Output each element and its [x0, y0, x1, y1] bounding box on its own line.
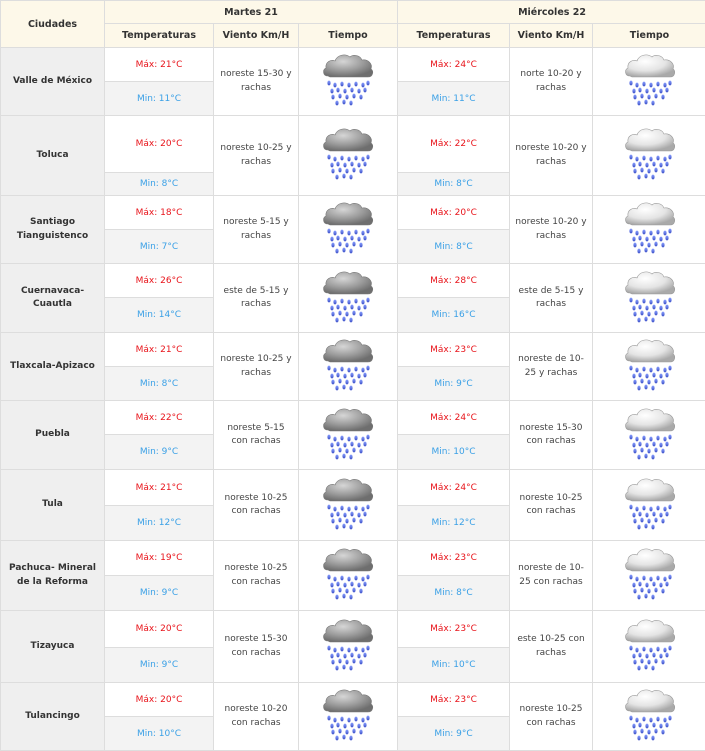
header-day-1: Martes 21 — [105, 1, 398, 24]
wind-day-1: noreste 10-25 con rachas — [214, 470, 299, 541]
max-temp-day-2: Máx: 23°C — [398, 541, 510, 576]
rain-dark-cloud-icon — [320, 200, 376, 256]
max-temp-day-1: Máx: 18°C — [105, 196, 214, 230]
header-weather-day-1: Tiempo — [299, 24, 398, 48]
max-temp-day-1: Máx: 26°C — [105, 264, 214, 298]
rain-dark-cloud-icon — [320, 126, 376, 182]
weather-day-2 — [593, 196, 705, 264]
max-temp-day-2: Máx: 24°C — [398, 470, 510, 506]
header-temps-day-1: Temperaturas — [105, 24, 214, 48]
max-temp-day-1: Máx: 20°C — [105, 611, 214, 648]
table-row — [1, 401, 705, 435]
rain-light-cloud-icon — [622, 126, 678, 182]
max-temp-day-1: Máx: 19°C — [105, 541, 214, 576]
rain-light-cloud-icon — [622, 200, 678, 256]
table-row — [1, 48, 705, 82]
city-name: Toluca — [1, 116, 105, 196]
header-temps-day-2: Temperaturas — [398, 24, 510, 48]
rain-light-cloud-icon — [622, 546, 678, 602]
city-name: Pachuca- Mineral de la Reforma — [1, 541, 105, 611]
city-name: Valle de México — [1, 48, 105, 116]
table-row — [1, 196, 705, 230]
city-name: Cuernavaca-Cuautla — [1, 264, 105, 333]
weather-day-1 — [299, 196, 398, 264]
rain-dark-cloud-icon — [320, 687, 376, 743]
min-temp-day-1: Min: 9°C — [105, 435, 214, 470]
min-temp-day-2: Min: 11°C — [398, 82, 510, 116]
max-temp-day-2: Máx: 23°C — [398, 333, 510, 367]
max-temp-day-2: Máx: 23°C — [398, 683, 510, 717]
min-temp-day-1: Min: 9°C — [105, 576, 214, 611]
wind-day-1: noreste 10-20 con rachas — [214, 683, 299, 751]
rain-dark-cloud-icon — [320, 546, 376, 602]
weather-day-2 — [593, 116, 705, 196]
wind-day-2: noreste 10-25 con rachas — [510, 470, 593, 541]
wind-day-1: noreste 5-15 con rachas — [214, 401, 299, 470]
max-temp-day-2: Máx: 28°C — [398, 264, 510, 298]
city-name: Tulancingo — [1, 683, 105, 751]
weather-day-1 — [299, 116, 398, 196]
wind-day-2: noreste 10-20 y rachas — [510, 116, 593, 196]
weather-day-2 — [593, 401, 705, 470]
weather-day-1 — [299, 541, 398, 611]
max-temp-day-2: Máx: 24°C — [398, 401, 510, 435]
weather-day-1 — [299, 470, 398, 541]
min-temp-day-1: Min: 8°C — [105, 173, 214, 196]
max-temp-day-1: Máx: 20°C — [105, 116, 214, 173]
min-temp-day-2: Min: 10°C — [398, 435, 510, 470]
max-temp-day-1: Máx: 22°C — [105, 401, 214, 435]
city-name: Puebla — [1, 401, 105, 470]
min-temp-day-1: Min: 11°C — [105, 82, 214, 116]
wind-day-1: noreste 15-30 y rachas — [214, 48, 299, 116]
wind-day-1: noreste 10-25 con rachas — [214, 541, 299, 611]
wind-day-1: noreste 5-15 y rachas — [214, 196, 299, 264]
min-temp-day-2: Min: 9°C — [398, 717, 510, 751]
max-temp-day-1: Máx: 21°C — [105, 333, 214, 367]
rain-light-cloud-icon — [622, 687, 678, 743]
rain-light-cloud-icon — [622, 52, 678, 108]
max-temp-day-2: Máx: 24°C — [398, 48, 510, 82]
weather-day-1 — [299, 401, 398, 470]
weather-day-1 — [299, 683, 398, 751]
table-row — [1, 470, 705, 506]
wind-day-2: norte 10-20 y rachas — [510, 48, 593, 116]
wind-day-2: noreste 10-20 y rachas — [510, 196, 593, 264]
rain-dark-cloud-icon — [320, 52, 376, 108]
wind-day-2: noreste de 10-25 con rachas — [510, 541, 593, 611]
header-wind-day-2: Viento Km/H — [510, 24, 593, 48]
max-temp-day-1: Máx: 21°C — [105, 48, 214, 82]
city-name: Santiago Tianguistenco — [1, 196, 105, 264]
table-row — [1, 264, 705, 298]
rain-dark-cloud-icon — [320, 617, 376, 673]
weather-day-2 — [593, 611, 705, 683]
min-temp-day-1: Min: 7°C — [105, 230, 214, 264]
min-temp-day-1: Min: 10°C — [105, 717, 214, 751]
min-temp-day-1: Min: 14°C — [105, 298, 214, 333]
weather-day-2 — [593, 48, 705, 116]
weather-day-2 — [593, 333, 705, 401]
weather-day-1 — [299, 48, 398, 116]
min-temp-day-1: Min: 8°C — [105, 367, 214, 401]
rain-dark-cloud-icon — [320, 269, 376, 325]
table-row — [1, 541, 705, 576]
wind-day-1: este de 5-15 y rachas — [214, 264, 299, 333]
weather-day-1 — [299, 611, 398, 683]
wind-day-2: este 10-25 con rachas — [510, 611, 593, 683]
max-temp-day-2: Máx: 22°C — [398, 116, 510, 173]
max-temp-day-2: Máx: 23°C — [398, 611, 510, 648]
rain-dark-cloud-icon — [320, 476, 376, 532]
wind-day-2: noreste de 10-25 y rachas — [510, 333, 593, 401]
wind-day-1: noreste 15-30 con rachas — [214, 611, 299, 683]
weather-day-1 — [299, 333, 398, 401]
min-temp-day-2: Min: 10°C — [398, 648, 510, 683]
header-cities: Ciudades — [1, 1, 105, 48]
min-temp-day-2: Min: 8°C — [398, 230, 510, 264]
max-temp-day-1: Máx: 21°C — [105, 470, 214, 506]
header-wind-day-1: Viento Km/H — [214, 24, 299, 48]
min-temp-day-1: Min: 9°C — [105, 648, 214, 683]
wind-day-1: noreste 10-25 y rachas — [214, 116, 299, 196]
table-row — [1, 683, 705, 717]
min-temp-day-2: Min: 9°C — [398, 367, 510, 401]
wind-day-2: este de 5-15 y rachas — [510, 264, 593, 333]
weather-day-2 — [593, 541, 705, 611]
rain-light-cloud-icon — [622, 476, 678, 532]
table-row — [1, 116, 705, 173]
city-name: Tizayuca — [1, 611, 105, 683]
min-temp-day-2: Min: 8°C — [398, 576, 510, 611]
weather-day-2 — [593, 470, 705, 541]
city-name: Tula — [1, 470, 105, 541]
max-temp-day-2: Máx: 20°C — [398, 196, 510, 230]
min-temp-day-2: Min: 12°C — [398, 506, 510, 541]
header-weather-day-2: Tiempo — [593, 24, 705, 48]
wind-day-2: noreste 10-25 con rachas — [510, 683, 593, 751]
min-temp-day-1: Min: 12°C — [105, 506, 214, 541]
weather-day-2 — [593, 264, 705, 333]
rain-light-cloud-icon — [622, 337, 678, 393]
max-temp-day-1: Máx: 20°C — [105, 683, 214, 717]
header-day-2: Miércoles 22 — [398, 1, 705, 24]
rain-light-cloud-icon — [622, 406, 678, 462]
weather-day-1 — [299, 264, 398, 333]
rain-dark-cloud-icon — [320, 406, 376, 462]
min-temp-day-2: Min: 8°C — [398, 173, 510, 196]
table-row — [1, 333, 705, 367]
weather-day-2 — [593, 683, 705, 751]
rain-light-cloud-icon — [622, 617, 678, 673]
min-temp-day-2: Min: 16°C — [398, 298, 510, 333]
table-row — [1, 611, 705, 648]
city-name: Tlaxcala-Apizaco — [1, 333, 105, 401]
rain-dark-cloud-icon — [320, 337, 376, 393]
wind-day-1: noreste 10-25 y rachas — [214, 333, 299, 401]
wind-day-2: noreste 15-30 con rachas — [510, 401, 593, 470]
rain-light-cloud-icon — [622, 269, 678, 325]
